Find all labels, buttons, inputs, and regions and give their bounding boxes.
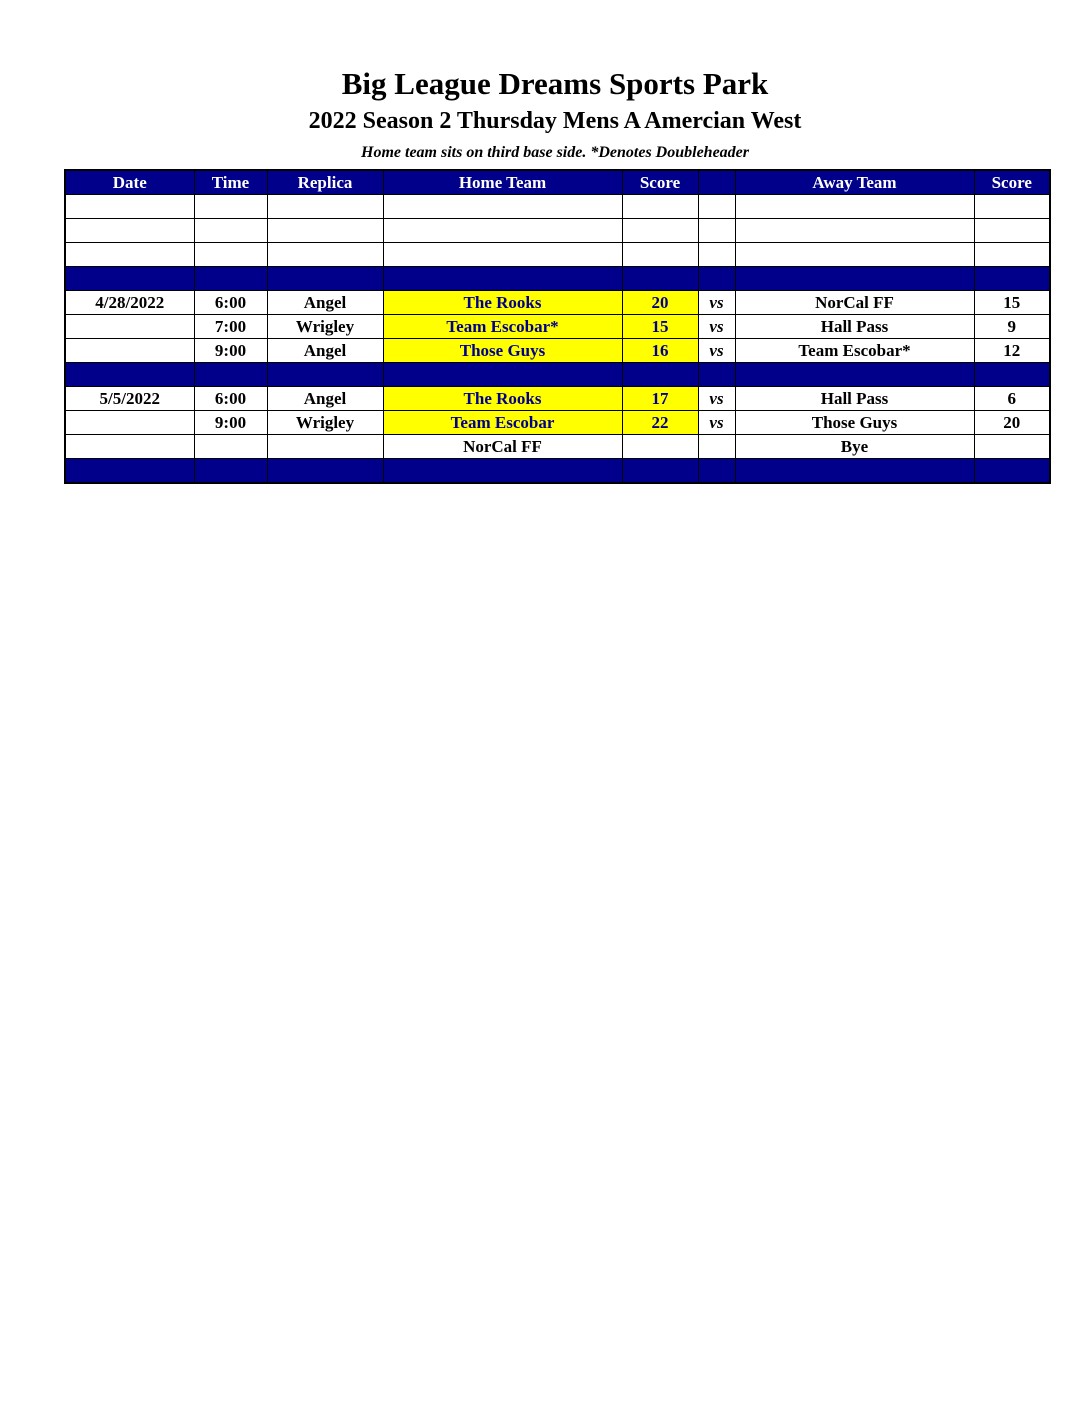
table-row-empty [65,243,1050,267]
cell-bye-team: NorCal FF [383,435,622,459]
cell-away-team: Those Guys [735,411,974,435]
column-header-away-score: Score [974,170,1050,195]
cell-time [194,243,267,267]
cell-home-team: Team Escobar* [383,315,622,339]
cell-away-score [974,219,1050,243]
column-header-vs [698,170,735,195]
cell-date [65,195,194,219]
table-row-game [65,411,1050,435]
cell-replica: Wrigley [267,411,383,435]
cell-away-team: Team Escobar* [735,339,974,363]
band-cell [194,459,267,484]
cell-away-team: Hall Pass [735,387,974,411]
column-header-home-score: Score [622,170,698,195]
band-cell [735,363,974,387]
band-cell [622,459,698,484]
cell-home-score: 20 [622,291,698,315]
column-header-time: Time [194,170,267,195]
cell-vs: vs [698,315,735,339]
schedule-note: Home team sits on third base side. *Denotes Doubleheader [361,144,749,161]
page-subtitle: 2022 Season 2 Thursday Mens A Amercian West [308,108,802,134]
page-title: Big League Dreams Sports Park [341,66,769,101]
cell-away-score: 6 [974,387,1050,411]
cell-replica [267,243,383,267]
cell-bye-label: Bye [735,435,974,459]
cell-time: 9:00 [194,339,267,363]
cell-away-score: 9 [974,315,1050,339]
cell-away-team: Hall Pass [735,315,974,339]
table-row-bye [65,435,1050,459]
cell-date [65,243,194,267]
band-cell [383,267,622,291]
cell-away-team [735,219,974,243]
cell-home-score [622,219,698,243]
cell-away-score [974,435,1050,459]
cell-away-score: 15 [974,291,1050,315]
separator-band [65,363,1050,387]
cell-home-team: The Rooks [383,291,622,315]
cell-time: 9:00 [194,411,267,435]
band-cell [383,363,622,387]
cell-away-team [735,195,974,219]
cell-home-team: Team Escobar [383,411,622,435]
cell-vs [698,219,735,243]
table-row-game [65,315,1050,339]
table-row-game [65,291,1050,315]
cell-vs: vs [698,291,735,315]
table-header-row [65,170,1050,195]
band-cell [267,267,383,291]
cell-date [65,339,194,363]
cell-home-team: The Rooks [383,387,622,411]
cell-home-team [383,243,622,267]
cell-home-score [622,243,698,267]
cell-away-team: NorCal FF [735,291,974,315]
band-cell [194,363,267,387]
cell-date [65,315,194,339]
column-header-home-team: Home Team [383,170,622,195]
table-row-game [65,387,1050,411]
cell-date [65,435,194,459]
cell-away-score: 12 [974,339,1050,363]
schedule-table [64,169,1051,484]
cell-replica: Angel [267,339,383,363]
band-cell [735,267,974,291]
cell-date: 4/28/2022 [65,291,194,315]
cell-replica: Wrigley [267,315,383,339]
table-row-empty [65,195,1050,219]
cell-vs [698,195,735,219]
cell-vs: vs [698,339,735,363]
cell-vs [698,243,735,267]
band-cell [65,267,194,291]
cell-time [194,195,267,219]
band-cell [383,459,622,484]
separator-band [65,267,1050,291]
cell-replica: Angel [267,291,383,315]
cell-away-score: 20 [974,411,1050,435]
cell-home-team [383,219,622,243]
cell-time: 6:00 [194,291,267,315]
cell-vs: vs [698,387,735,411]
cell-away-team [735,243,974,267]
cell-home-team: Those Guys [383,339,622,363]
cell-home-score: 16 [622,339,698,363]
cell-date [65,411,194,435]
band-cell [974,363,1050,387]
table-row-game [65,339,1050,363]
cell-replica [267,219,383,243]
cell-replica [267,195,383,219]
band-cell [698,267,735,291]
cell-replica [267,435,383,459]
band-cell [622,267,698,291]
cell-time [194,435,267,459]
band-cell [65,459,194,484]
cell-vs: vs [698,411,735,435]
cell-time: 7:00 [194,315,267,339]
band-cell [194,267,267,291]
cell-home-score: 15 [622,315,698,339]
cell-time: 6:00 [194,387,267,411]
table-row-empty [65,219,1050,243]
band-cell [698,363,735,387]
band-cell [698,459,735,484]
cell-date: 5/5/2022 [65,387,194,411]
band-cell [974,459,1050,484]
column-header-away-team: Away Team [735,170,974,195]
band-cell [622,363,698,387]
cell-replica: Angel [267,387,383,411]
cell-home-team [383,195,622,219]
cell-away-score [974,195,1050,219]
cell-away-score [974,243,1050,267]
cell-home-score [622,435,698,459]
separator-band [65,459,1050,484]
column-header-replica: Replica [267,170,383,195]
cell-time [194,219,267,243]
cell-home-score [622,195,698,219]
cell-date [65,219,194,243]
column-header-date: Date [65,170,194,195]
band-cell [974,267,1050,291]
band-cell [65,363,194,387]
band-cell [267,459,383,484]
band-cell [735,459,974,484]
cell-home-score: 22 [622,411,698,435]
cell-vs [698,435,735,459]
band-cell [267,363,383,387]
cell-home-score: 17 [622,387,698,411]
